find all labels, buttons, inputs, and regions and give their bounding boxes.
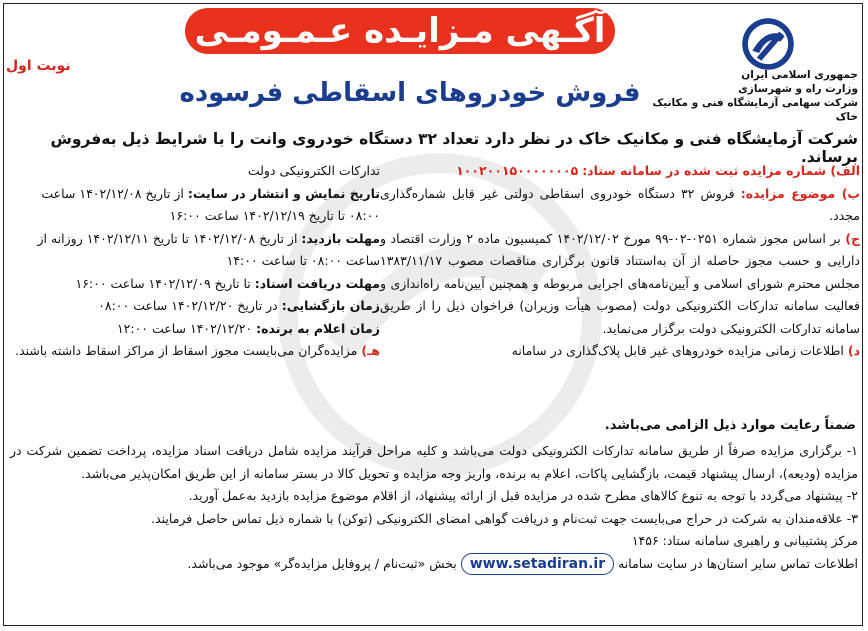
conditions-list <box>10 440 858 575</box>
condition-1: ۱- برگزاری مزایده صرفاً از طریق سامانه تدارکات الکترونیکی دولت می‌باشد و کلیه مراحل فرآیند مزایده شامل دریافت اسناد مزایده، پرداخت تضمین شرکت در مزایده (ودیعه)، ارسال پیشنهاد قیمت، بازگشایی پاکات، اعلام به برنده، واریز وجه مزایده و تحویل کالا در بستر سامانه از این طریق امکان‌پذیر می‌باشد. <box>10 443 858 481</box>
timing-intro: اطلاعات زمانی مزایده خودروهای غیر قابل پلاک‌گذاری در سامانه <box>511 343 844 358</box>
timing-column <box>10 160 380 363</box>
docs-label: مهلت دریافت اسناد: <box>254 275 380 291</box>
item-c-label: ج) <box>845 230 860 246</box>
org-line: شرکت سهامی آزمایشگاه فنی و مکانیک خاک <box>652 97 858 123</box>
setadiran-link[interactable]: www.setadiran.ir <box>461 553 614 575</box>
visit-value: از تاریخ ۱۴۰۲/۱۲/۰۸ تا تاریخ ۱۴۰۲/۱۲/۱۱ روزانه از ساعت ۰۸:۰۰ تا ساعت ۱۴:۰۰ <box>37 230 380 268</box>
legal-basis: بر اساس مجوز شماره ۰۲۵۱-۰۲-۹۹ مورخ ۱۴۰۲/۱۲/۰۲ کمیسیون ماده ۲ وزارت اقتصاد و دارایی و حسب مجوز حاصله از آن به‌استناد قانون برگزاری مناقصات مصوب ۱۳۸۳/۱۱/۱۷ مجلس محترم شورای اسلامی و آیین‌نامه‌های اجرایی مربوطه و همچنین آیین‌نامه راه‌اندازی و فعالیت سامانه تدارکات الکترونیکی دولت (مصوب هیأت وزیران) فراخوان ذیل را از طریق سامانه تدارکات الکترونیکی دولت برگزار می‌نماید. <box>380 230 860 336</box>
intro-text: شرکت آزمایشگاه فنی و مکانیک خاک در نظر دارد تعداد ۳۲ دستگاه خودروی وانت را با شرایط ذیل به‌فروش برساند. <box>50 130 858 166</box>
auction-number: ۱۰۰۲۰۰۱۵۰۰۰۰۰۰۰۵ <box>456 163 579 178</box>
timing-continued: تدارکات الکترونیکی دولت <box>247 163 380 178</box>
item-a-label: الف) شماره مزایده ثبت شده در سامانه ستاد: <box>582 163 860 178</box>
opening-value: در تاریخ ۱۴۰۲/۱۲/۲۰ ساعت ۰۸:۰۰ <box>98 298 278 313</box>
item-h-label: هـ) <box>361 343 380 358</box>
opening-label: زمان بازگشایی: <box>281 298 380 313</box>
org-line: جمهوری اسلامی ایران <box>741 69 858 81</box>
condition-2: ۲- پیشنهاد می‌گردد با توجه به تنوع کالاهای مطرح شده در مزایده قبل از ارائه پیشنهاد، از اقلام موضوع مزایده بازدید به‌عمل آورید. <box>188 488 858 503</box>
item-d-label: د) <box>847 343 860 358</box>
ministry-logo-icon <box>740 16 796 72</box>
scrap-requirement: مزایده‌گران می‌بایست مجوز اسقاط از مراکز اسقاط داشته باشند. <box>15 343 358 358</box>
publish-value: از تاریخ ۱۴۰۲/۱۲/۰۸ ساعت ۰۸:۰۰ تا تاریخ ۱۴۰۲/۱۲/۱۹ ساعت ۱۶:۰۰ <box>41 185 380 223</box>
contact-suffix: بخش «ثبت‌نام / پروفایل مزایده‌گر» موجود می‌باشد. <box>187 555 457 571</box>
ad-title-banner <box>185 8 615 54</box>
org-line: وزارت راه و شهرسازی <box>738 83 858 95</box>
edition-label: نوبت اول <box>6 58 71 74</box>
condition-3: ۳- علاقه‌مندان به شرکت در حراج می‌بایست جهت ثبت‌نام و دریافت گواهی امضای الکترونیکی (توکن) با شماره ذیل تماس حاصل فرمایند. <box>151 510 858 526</box>
ad-subtitle: فروش خودروهای اسقاطی فرسوده <box>179 78 641 108</box>
publish-label: تاریخ نمایش و انتشار در سایت: <box>187 185 380 201</box>
visit-label: مهلت بازدید: <box>301 230 380 246</box>
item-b-label: ب) موضوع مزایده: <box>740 185 860 201</box>
winner-value: ۱۴۰۲/۱۲/۲۰ ساعت ۱۲:۰۰ <box>116 320 253 336</box>
support-center: مرکز پشتیبانی و راهبری سامانه ستاد: ۱۴۵۶ <box>631 533 858 548</box>
organization-name <box>628 68 858 124</box>
docs-value: تا تاریخ ۱۴۰۲/۱۲/۰۹ ساعت ۱۶:۰۰ <box>75 275 251 291</box>
contact-prefix: اطلاعات تماس سایر استان‌ها در سایت سامانه <box>618 555 858 571</box>
auction-subject: فروش ۳۲ دستگاه خودروی اسقاطی دولتی غیر قابل شماره‌گذاری مجدد. <box>380 185 860 223</box>
ad-title: آگـهی مـزایـده عـمـومـی <box>194 11 606 51</box>
requirements-heading: ضمناً رعایت موارد ذیل الزامی می‌باشد. <box>604 418 856 433</box>
auction-details-column <box>380 160 860 363</box>
winner-label: زمان اعلام به برنده: <box>256 320 380 336</box>
